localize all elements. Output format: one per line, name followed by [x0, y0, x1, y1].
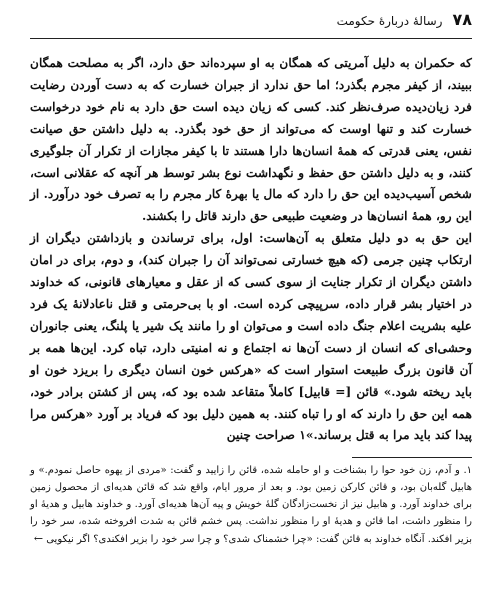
continuation-arrow-icon: ← [33, 532, 44, 546]
body-paragraph: این حق به دو دلیل متعلق به آن‌هاست: اول، برای ترساندن و بازداشتن دیگران از ارتکاب چنین جرمی (که هیچ خسارتی نمی‌تواند آن را جبران کند)، و دوم، برای در امان داشتن دیگران از تکرار جنایت از سوی کسی که از عقل و معیارهای قانونی، که خداوند در اختیار بشر قرار داده، سرپیچی کرده است. او با بی‌حرمتی و قتل ناعادلانۀ یک فرد علیه بشریت اعلام جنگ داده است و می‌توان او را مانند یک شیر یا پلنگ، یعنی جانوران وحشی‌ای که انسان از دست آن‌ها نه اجتماع و نه امنیتی دارد، تباه کرد. این‌ها همه بر آن قانون بزرگ طبیعت استوار است که «هرکس خون انسان دیگری را بریزد خون او باید ریخته شود.» قائن [= قابیل] کاملاً متقاعد شده بود که، پس از کشتن برادر خود، همه این حق را دارند که او را تباه کنند. به همین دلیل بود که فریاد بر آورد «هرکس مرا پیدا کند باید مرا به قتل برساند.»۱ صراحت چنین [30, 231, 472, 443]
body-paragraph: که حکمران به دلیل آمریتی که همگان به او سپرده‌اند حق دارد، اگر به مصلحت همگان ببیند، از کیفر مجرم بگذرد؛ اما حق ندارد از جبران خسارت که به دست آوردن رضایت فرد زیان‌دیده صرف‌نظر کند. کسی که زیان دیده است حق دارد به نام خود درخواست خسارت کند و تنها اوست که می‌تواند از حق خود بگذرد. به دلیل داشتن حق صیانت نفس، یعنی قدرتی که همۀ انسان‌ها دارا هستند تا با کیفر مجازات از تکرار آن جلوگیری کنند، و به دلیل داشتن حق حفظ و نگهداشت نوع بشر توسط هر آنچه که عقلانی است، شخص آسیب‌دیده این حق را دارد که مال یا بهرۀ کار مجرم را به تصرف خود درآورد. از این رو، همۀ انسان‌ها در وضعیت طبیعی حق دارند قاتل را بکشند. [30, 56, 472, 224]
footnotes [30, 462, 472, 548]
running-title: رسالۀ دربارۀ حکومت [336, 14, 443, 28]
page-number: ۷۸ [452, 10, 472, 29]
footnote [30, 462, 472, 548]
running-head [30, 10, 472, 39]
body-text [30, 53, 472, 447]
footnote-text: ۱. و آدم، زن خود حوا را بشناخت و او حامله شده، قائن را زایید و گفت: «مردی از یهوه حاصل نمودم.» و هابیل گله‌بان بود، و قائن کارکن زمین بود. و بعد از مرور ایام، واقع شد که قائن هدیه‌ای از محصول زمین برای خداوند آورد. و هابیل نیز از نخست‌زادگان گلۀ خویش و پیه آن‌ها هدیه‌ای آورد. و خداوند هابیل و هدیۀ او را منظور داشت، اما قائن و هدیۀ او را منظور نداشت. پس خشم قائن به شدت افروخته شده، سر خود را بزیر افکند. آنگاه خداوند به قائن گفت: «چرا خشمناک شدی؟ و چرا سر خود را بزیر افکندی؟ اگر نیکویی [30, 465, 472, 546]
footnote-rule [352, 457, 472, 458]
